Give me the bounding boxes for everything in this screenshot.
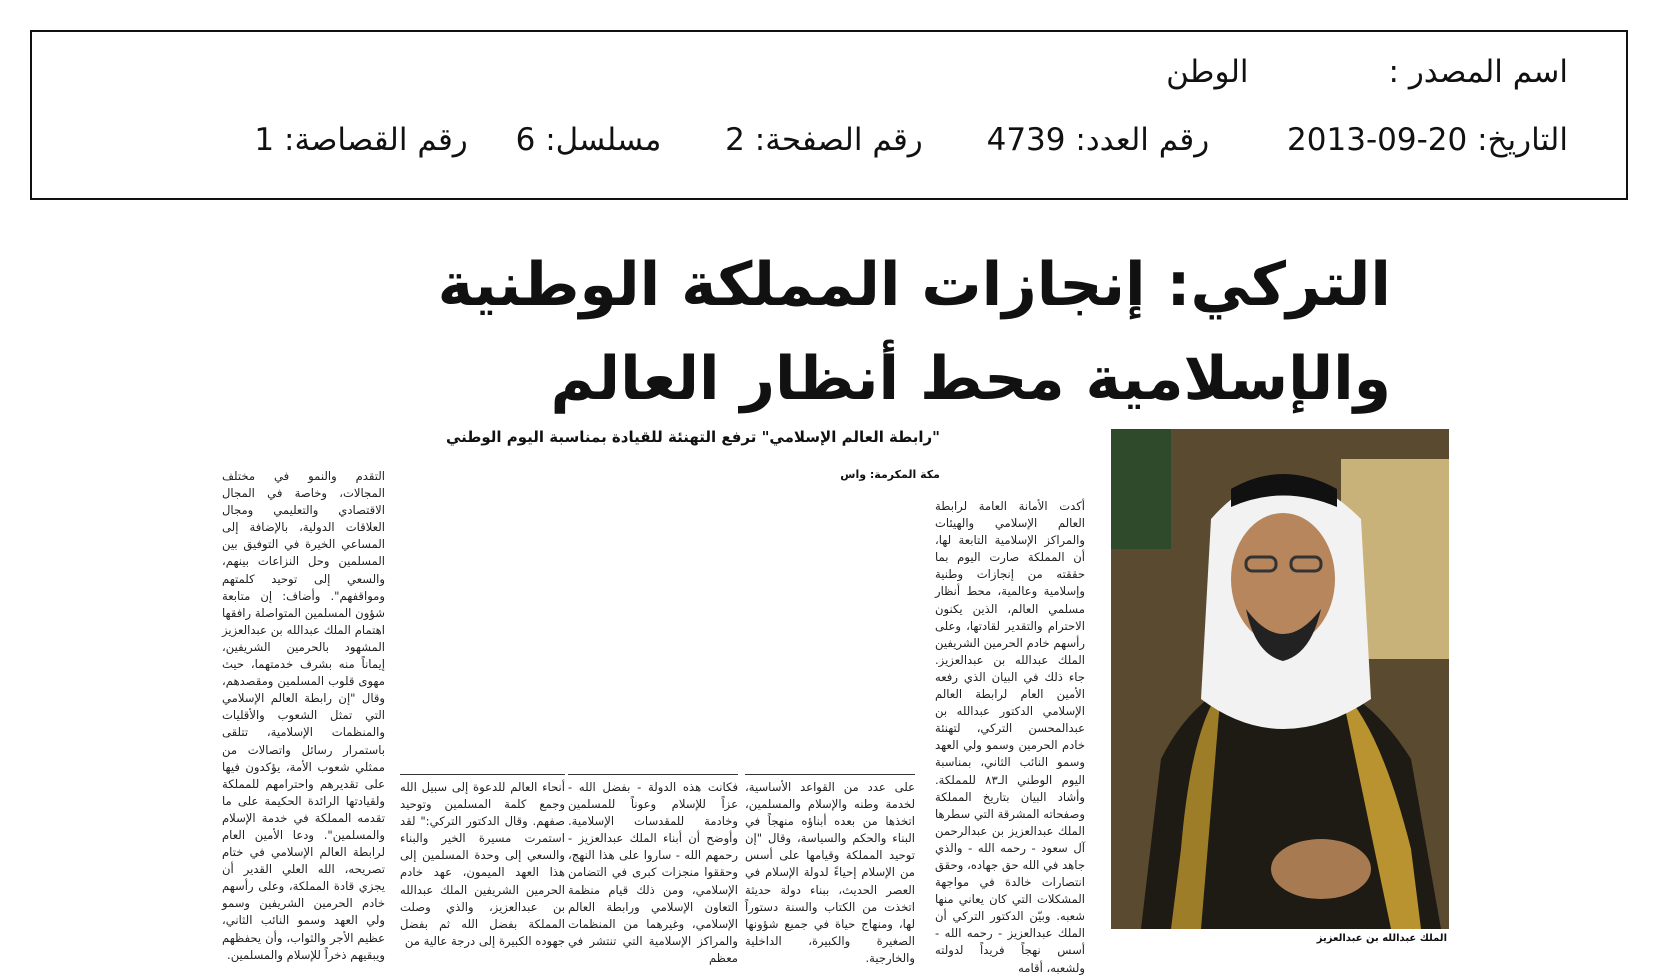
source-row [72,54,1568,90]
article-headline: التركي: إنجازات المملكة الوطنية والإسلامية محط أنظار العالم [437,250,1391,414]
issue-label: رقم العدد: [1075,122,1210,158]
serial-value: 6 [515,122,536,158]
clip-label: رقم القصاصة: [284,122,468,158]
article-column-4: أنحاء العالم للدعوة إلى سبيل الله وجمع كلمة المسلمين وتوحيد صفهم. وقال الدكتور التركي:" لقد استمرت مسيرة الخير والبناء والسعي إلى وحدة المسلمين إلى هذا العهد الميمون، عهد خادم الحرمين الشريفين الملك عبدالله بن عبدالعزيز، والذي وصلت المملكة بفضل الله ثم بفضل جهوده الكبيرة إلى درجة عالية من [400,774,565,949]
date-label: التاريخ: [1477,122,1568,158]
clip-value: 1 [254,122,275,158]
clipping-info-box [30,30,1628,200]
article-column-3: فكانت هذه الدولة - بفضل الله - عزاً للإسلام وعوناً للمسلمين وخادمة للمقدسات الإسلامية. وأوضح أن أبناء الملك عبدالعزيز - رحمهم الله - ساروا على هذا النهج، وحققوا منجزات كبرى في التضامن الإسلامي، ومن ذلك قيام منظمة التعاون الإسلامي ورابطة العالم الإسلامي، وغيرهما من المنظمات والمراكز الإسلامية التي تنتشر في معظم [568,774,738,949]
article-column-5: التقدم والنمو في مختلف المجالات، وخاصة في المجال الاقتصادي والتعليمي ومجال العلاقات الدولية، بالإضافة إلى المساعي الخيرة في التوفيق بين المسلمين وحل النزاعات بينهم، والسعي إلى توحيد كلمتهم ومواقفهم". وأضاف: إن متابعة شؤون المسلمين المتواصلة رافقها اهتمام الملك عبدالله بن عبدالعزيز المشهود بالحرمين الشريفين، إيماناً منه بشرف خدمتهما، حيث مهوى قلوب المسلمين ومقصدهم، وقال "إن رابطة العالم الإسلامي التي تمثل الشعوب والأقليات والمنظمات الإسلامية، تتلقى باستمرار رسائل واتصالات من ممثلي شعوب الأمة، يؤكدون فيها على تقديرهم واحترامهم للمملكة ولقيادتها الرائدة الحكيمة على ما تقدمه المملكة في خدمة الإسلام والمسلمين". ودعا الأمين العام لرابطة العالم الإسلامي في ختام تصريحه، الله العلي القدير أن يجزي قادة المملكة، وعلى رأسهم خادم الحرمين الشريفين وسمو ولي العهد وسمو النائب الثاني، عظيم الأجر والثواب، وأن يحفظهم ويبقيهم ذخراً للإسلام والمسلمين. [222,469,385,962]
photo-caption: الملك عبدالله بن عبدالعزيز [1316,933,1447,944]
article-subhead: "رابطة العالم الإسلامي" ترفع التهنئة للقيادة بمناسبة اليوم الوطني [445,428,940,446]
portrait-illustration [1111,429,1449,929]
article-photo [1111,429,1449,929]
page-label: رقم الصفحة: [754,122,923,158]
date-value: 2013-09-20 [1287,122,1468,158]
article-column-1: أكدت الأمانة العامة لرابطة العالم الإسلامي والهيئات والمراكز الإسلامية التابعة لها، أن المملكة صارت اليوم بما حققته من إنجازات وطنية وإسلامية وعالمية، محط أنظار مسلمي العالم، الذين يكنون الاحترام والتقدير لقادتها، وعلى رأسهم خادم الحرمين الشريفين الملك عبدالله بن عبدالعزيز. جاء ذلك في البيان الذي رفعه الأمين العام لرابطة العالم الإسلامي الدكتور عبدالله بن عبدالمحسن التركي، لتهنئة خادم الحرمين وسمو ولي العهد وسمو النائب الثاني، بمناسبة اليوم الوطني الـ٨٣ للمملكة. وأشاد البيان بتاريخ المملكة وصفحاته المشرقة التي سطرها الملك عبدالعزيز بن عبدالرحمن آل سعود - رحمه الله - والذي جاهد في الله حق جهاده، وحقق انتصارات خالدة في مواجهة المشكلات التي كان يعاني منها شعبه. وبيّن الدكتور التركي أن الملك عبدالعزيز - رحمه الله - أسس نهجاً فريداً لدولته ولشعبه، أقامه [935,499,1085,975]
article-column-2: على عدد من القواعد الأساسية، لخدمة وطنه والإسلام والمسلمين، اتخذها من بعده أبناؤه منهجاً في البناء والحكم والسياسة، وقال "إن توحيد المملكة وقيامها على أسس من الإسلام إحياءً لدولة الإسلام في العصر الحديث، ببناء دولة حديثة اتخذت من الكتاب والسنة دستوراً لها، ومنهاج حياة في جميع شؤونها الصغيرة والكبيرة، الداخلية والخارجية. [745,774,915,949]
source-label: اسم المصدر : [1388,54,1568,90]
issue-value: 4739 [986,122,1066,158]
serial-label: مسلسل: [545,122,662,158]
metadata-row [72,122,1568,158]
source-value: الوطن [1166,54,1249,90]
page-value: 2 [725,122,745,158]
article-dateline: مكة المكرمة: واس [840,468,940,481]
